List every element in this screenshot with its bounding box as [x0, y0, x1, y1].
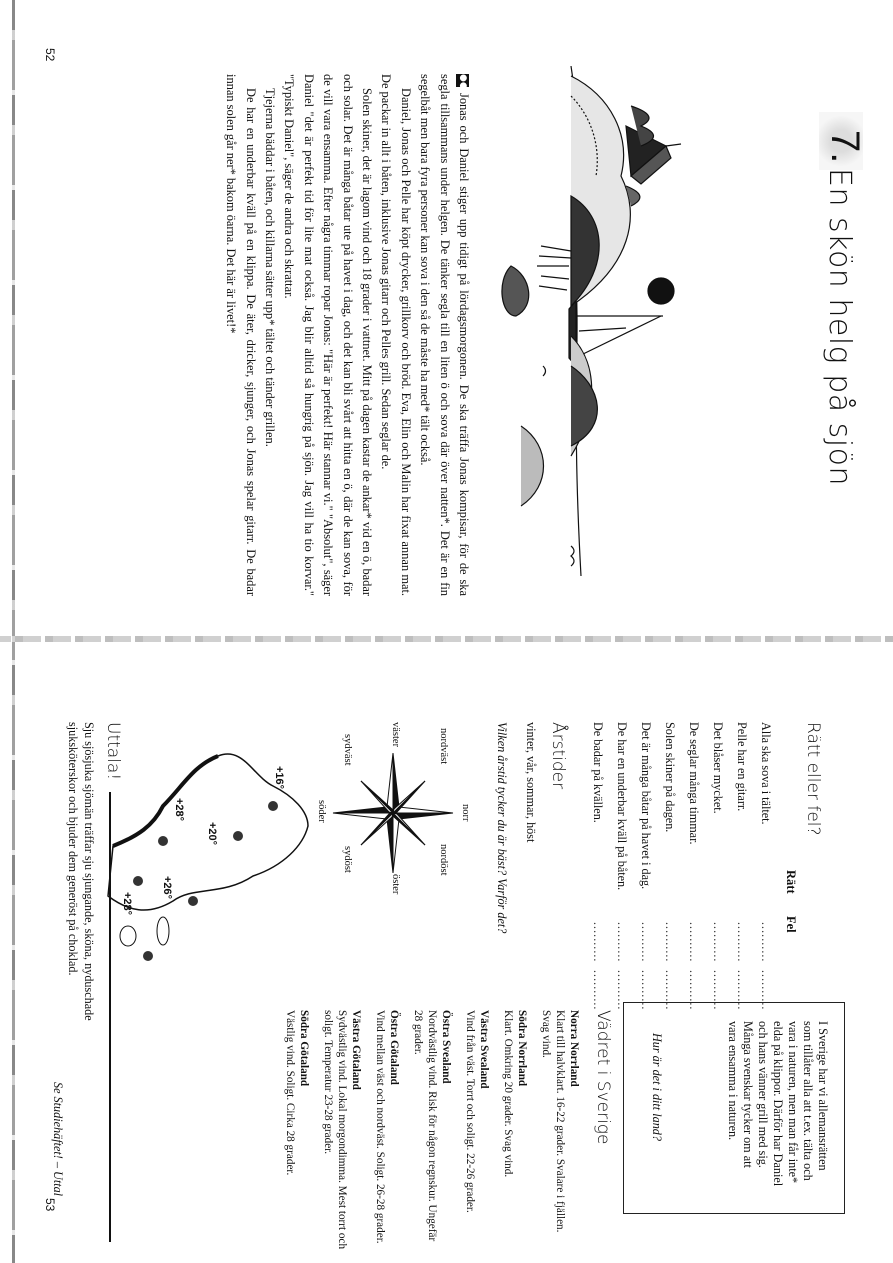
- compass-star-icon: [313, 728, 473, 898]
- story-text: [221, 74, 473, 596]
- fel-blank[interactable]: ..........: [615, 970, 629, 1011]
- statement-row: De har en underbar kväll på båten. .......... ..........: [615, 722, 629, 1011]
- weather-region: Norra Norrland Klart till halvklart. 16-22 grader. Svalare i fjällen. Svag vind.: [540, 1010, 580, 1233]
- compass-northeast: nordöst: [438, 844, 449, 876]
- col-ratt: Rätt: [784, 870, 798, 894]
- statement-row: Pelle har en gitarr. .......... ..........: [735, 722, 749, 1011]
- fel-blank[interactable]: ..........: [711, 970, 725, 1011]
- statement-row: Solen skiner på dagen. .......... ..........: [663, 722, 677, 1011]
- ratt-blank[interactable]: ..........: [687, 922, 701, 963]
- fel-blank[interactable]: ..........: [663, 970, 677, 1011]
- fel-blank[interactable]: ..........: [735, 970, 749, 1011]
- temp-label: +16°: [273, 766, 285, 790]
- page-number-52: 52: [43, 48, 57, 62]
- statement-row: Det är många båtar på havet i dag. .......... ..........: [639, 722, 653, 1011]
- compass-rose: [313, 722, 473, 898]
- statement-row: De seglar många timmar. .......... ..........: [687, 722, 701, 1011]
- paragraph-1: ●●Jonas och Daniel stiger upp tidigt på lördagsmorgonen. De ska träffa Jonas kompisar, för de ska segla tillsammans under helgen. De tänker segla till en liten ö och sova där över natten*. Det är en fin segelbåt men bara fyra personer kan sova i den så de måste ha med* tält också.: [418, 74, 471, 596]
- weather-region: Östra Götaland Vind mellan väst och nordväst. Soligt. 26-28 grader.: [374, 1010, 400, 1244]
- col-fel: Fel: [784, 916, 798, 933]
- ratt-blank[interactable]: ..........: [591, 922, 605, 963]
- divider: [109, 792, 111, 1242]
- sweden-weather-map: [103, 726, 313, 996]
- compass-northwest: nordväst: [438, 728, 449, 765]
- weather-list: [273, 1010, 581, 1250]
- study-reference: Se Studiehäftet! – Uttal: [51, 1082, 65, 1197]
- ratt-blank[interactable]: ..........: [711, 922, 725, 963]
- weather-region: Östra Svealand Nordvästlig vind. Risk för någon regnskur. Ungefär 28 grader.: [412, 1010, 452, 1242]
- page-53: [0, 642, 893, 1263]
- ratt-blank[interactable]: ..........: [735, 922, 749, 963]
- audio-cd-icon: ●●: [458, 74, 469, 90]
- chapter-title: En skön helg på sjön: [822, 168, 857, 486]
- chapter-number-badge: [819, 112, 867, 170]
- fel-blank[interactable]: ..........: [639, 970, 653, 1011]
- weather-region: Södra Götaland Västlig vind. Soligt. Cirka 28 grader.: [284, 1010, 310, 1176]
- compass-southeast: sydöst: [342, 846, 353, 873]
- true-false-header: [783, 870, 798, 962]
- compass-southwest: sydväst: [342, 734, 353, 766]
- info-box-text: I Sverige har vi allemansrätten som tillåter alla att t.ex. tälta och vara i naturen, men man får inte* elda på klippor. Därför har Daniel och hans vänner grill med sig. Många svenskar tycker om att vara ensamma i naturen.: [726, 1021, 830, 1187]
- ratt-blank[interactable]: ..........: [663, 922, 677, 963]
- ratt-blank[interactable]: ..........: [639, 922, 653, 963]
- tongue-twister: Sju sjösjuka sjömän träffar sju sjungande, sköna, nyduschade sjuksköterskor och bjuder dem generöst på choklad.: [66, 722, 96, 1021]
- fel-blank[interactable]: ..........: [591, 970, 605, 1011]
- statement-row: De badar på kvällen. .......... ..........: [591, 722, 605, 1011]
- compass-north: norr: [460, 804, 471, 822]
- statement-row: Alla ska sova i tältet. .......... ..........: [759, 722, 773, 1011]
- ratt-blank[interactable]: ..........: [759, 922, 773, 963]
- chapter-number: 7.: [823, 130, 867, 164]
- compass-east: öster: [390, 874, 401, 895]
- compass-west: väster: [390, 722, 401, 748]
- paragraph-4: Tjejerna bäddar i båten, och killarna sätter upp* tältet och tänder grillen.: [262, 88, 277, 447]
- temp-label: +28°: [173, 798, 185, 822]
- ratt-blank[interactable]: ..........: [615, 922, 629, 963]
- paragraph-3: Solen skiner, det är lagom vind och 18 grader i vattnet. Mitt på dagen kastar de ankar* vid en ö, badar och solar. Det är många båtar ute på havet i dag, och det kan bli svårt att hitta en ö, där de kan sova, för de vill vara ensamma. Efter några timmar ropar Jonas: "Här är perfekt! Här stannar vi." "Absolut", säger Daniel "det är perfekt tid för lite mat också. Jag blir alltid så hungrig på sjön. Jag vill ha tio korvar." "Typiskt Daniel", säger de andra och skrattar.: [282, 74, 374, 596]
- seasons-question: Vilken årstid tycker du är bäst? Varför det?: [495, 722, 509, 934]
- info-box-question: Hur är det i ditt land?: [650, 1033, 664, 1141]
- compass-south: söder: [316, 800, 327, 823]
- fel-blank[interactable]: ..........: [759, 970, 773, 1011]
- pronounce-title: Uttala!: [103, 722, 123, 781]
- seasons-title: Årstider: [548, 722, 568, 790]
- weather-region: Södra Norrland Klart. Omkring 20 grader. Svag vind.: [502, 1010, 528, 1178]
- fel-blank[interactable]: ..........: [687, 970, 701, 1011]
- weather-region: Västra Svealand Vind från väst. Torrt och soligt. 22-26 grader.: [464, 1010, 490, 1213]
- paragraph-5: De har en underbar kväll på en klippa. De äter, dricker, sjunger, och Jonas spelar gitarr. De badar innan solen går ner* bakom öarna. Det här är livet!*: [224, 74, 258, 596]
- weather-title: Vädret i Sverige: [593, 1010, 613, 1145]
- paragraph-2: Daniel, Jonas och Pelle har köpt drycker, grillkorv och bröd. Eva, Elin och Malin har fixat annan mat. De packar in allt i båten, inklusive Jonas gitarr och Pelles grill. Sedan seglar de.: [379, 74, 413, 596]
- temp-label: +28°: [121, 892, 133, 916]
- page-number-53: 53: [43, 1198, 57, 1212]
- seasons-list: vinter, vår, sommar, höst: [524, 722, 538, 843]
- lake-illustration: [481, 66, 721, 576]
- temp-label: +26°: [161, 876, 173, 900]
- weather-region: Västra Götaland Sydvästlig vind. Lokal morgondimma. Mest torrt och soligt. Temperatur 23-28 grader.: [322, 1010, 362, 1250]
- true-false-title: Rätt eller fel?: [803, 722, 823, 836]
- info-box: [623, 1002, 845, 1214]
- temp-label: +20°: [206, 822, 218, 846]
- statement-row: Det blåser mycket. .......... ..........: [711, 722, 725, 1011]
